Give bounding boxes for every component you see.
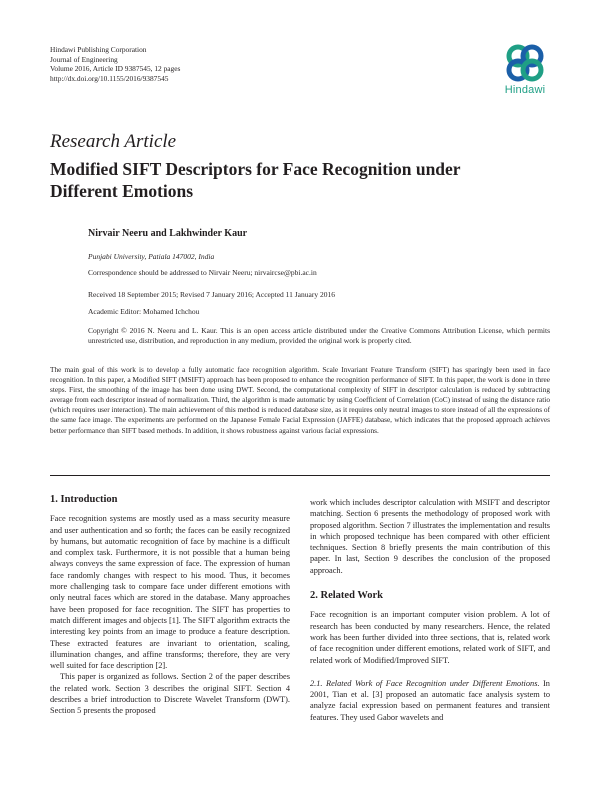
correspondence: Correspondence should be addressed to Nirvair Neeru; nirvaircse@pbi.ac.in: [88, 268, 317, 277]
journal-header: [50, 45, 180, 83]
copyright-notice: Copyright © 2016 N. Neeru and L. Kaur. This is an open access article distributed under the Creative Commons Attribution License, which permits unrestricted use, distribution, and reproduction in any medium, provided the original work is properly cited.: [88, 326, 550, 345]
journal-name: Journal of Engineering: [50, 54, 118, 64]
abstract: The main goal of this work is to develop a fully automatic face recognition algorithm. Scale Invariant Feature Transform (SIFT) has sparingly been used in face recognition. In this paper, a Modified SIFT (MSIFT) approach has been proposed to enhance the recognition performance of SIFT. In this paper, the work is done in three steps. First, the smoothing of the image has been done using DWT. Second, the computational complexity of SIFT in descriptor calculation is reduced by subtracting average from each descriptor instead of normalization. Third, the algorithm is made automatic by using Coefficient of Correlation (CoC) instead of using the distance ratio (which requires user interaction). The main achievement of this method is reduced database size, as it requires only neutral images to store instead of all the expressions of the same face image. The experiments are performed on the Japanese Female Facial Expression (JAFFE) database, which indicates that the proposed approach achieves better performance than SIFT based methods. In addition, it shows robustness against various facial expressions.: [50, 365, 550, 435]
doi-link[interactable]: http://dx.doi.org/10.1155/2016/9387545: [50, 73, 169, 83]
paper-title: Modified SIFT Descriptors for Face Recognition under Different Emotions: [50, 159, 461, 201]
author-list: Nirvair Neeru and Lakhwinder Kaur: [88, 228, 248, 239]
body-paragraph: Face recognition systems are mostly used as a mass security measure and user authentication and so forth; the faces can be easily recognized by humans, but automatic recognition of face by machine is a difficult and complex task. Furthermore, it is not possible that a human being always conveys the same expression of face. The expression of human face randomly changes with respect to his mood. Thus, it becomes more challenging task to compare face under different emotions with only neutral faces which are stored in the database. Many approaches have been proposed for face recognition. The SIFT has properties to match different images and objects [1]. The SIFT algorithm extracts the interesting key points from an image to produce a feature description. These extracted features are invariant to orientation, scaling, illumination changes, and affine transforms; therefore, they are very well suited for face description [2].: [50, 514, 290, 671]
article-type: Research Article: [50, 131, 177, 152]
academic-editor: Academic Editor: Mohamed Ichchou: [88, 307, 200, 316]
body-paragraph: Face recognition is an important computer vision problem. A lot of research has been conducted by many researchers. Hence, the related work has been further divided into three sections, that is, related work of face recognition under different emotions, related work of SIFT, and related work of Modified/Improved SIFT.: [310, 610, 550, 665]
volume-info: Volume 2016, Article ID 9387545, 12 pages: [50, 64, 181, 74]
subsection-text: In 2001, Tian et al. [3] proposed an automatic face analysis system to analyze facial expression based on permanent features and transient features. They used Gabor wavelets and: [310, 678, 550, 722]
section-divider: [50, 475, 550, 476]
publisher-name: Hindawi Publishing Corporation: [50, 45, 147, 54]
section-heading-introduction: 1. Introduction: [50, 494, 118, 505]
right-column: [310, 497, 550, 723]
hindawi-rings-icon: [503, 43, 547, 83]
subsection-heading: 2.1. Related Work of Face Recognition under Different Emotions.: [310, 678, 540, 688]
section-heading-related-work: 2. Related Work: [310, 590, 384, 602]
body-paragraph: work which includes descriptor calculation with MSIFT and descriptor matching. Section 6 presents the methodology of proposed work with proposed algorithm. Section 7 illustrates the implementation and results in which proposed technique has been compared with other efficient techniques. Section 8 briefly presents the main contribution of this paper. In last, Section 9 describes the conclusion of the proposed approach.: [310, 498, 550, 575]
subsection-paragraph: [310, 678, 550, 723]
logo-wordmark: Hindawi: [504, 84, 546, 96]
body-paragraph: This paper is organized as follows. Section 2 of the paper describes the related work. Section 3 describes the original SIFT. Section 4 describes a brief introduction to Discrete Wavelet Transform (DWT). Section 5 presents the proposed: [50, 672, 290, 716]
submission-dates: Received 18 September 2015; Revised 7 January 2016; Accepted 11 January 2016: [88, 290, 335, 299]
hindawi-logo: [497, 43, 553, 96]
left-column: [50, 494, 290, 717]
affiliation: Punjabi University, Patiala 147002, India: [88, 252, 215, 261]
